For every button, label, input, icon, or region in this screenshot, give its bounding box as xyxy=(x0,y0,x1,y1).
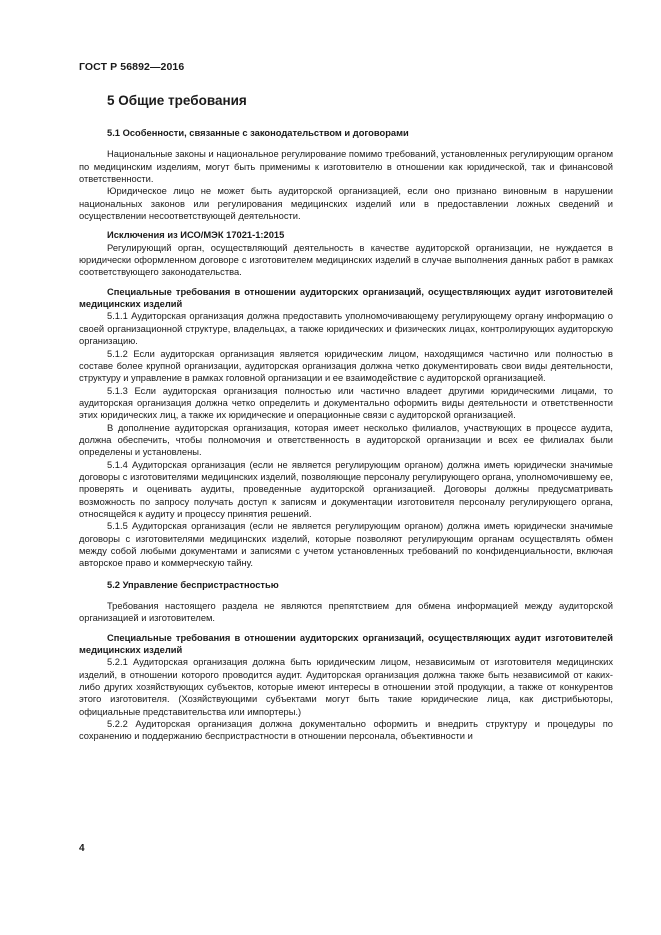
clause-5-1-3: 5.1.3 Если аудиторская организация полностью или частично владеет другими юридическими лицами, то аудиторская организация должна четко определить и документально оформить виды деятельности и ответственности этих юридических лиц, а также их юридические и операционные связи с аудиторской организацией. xyxy=(79,385,613,421)
page-number: 4 xyxy=(79,843,85,854)
special-requirements-heading: Специальные требования в отношении аудиторских организаций, осуществляющих аудит изготовителей медицинских изделий xyxy=(79,286,613,310)
paragraph: Регулирующий орган, осуществляющий деятельность в качестве аудиторской организации, не нуждается в юридически оформленном договоре с изготовителем медицинских изделий в случае выполнения данных работ в рамках соответствующего законодательства. xyxy=(79,242,613,278)
clause-5-1-2: 5.1.2 Если аудиторская организация является юридическим лицом, находящимся частично или полностью в составе более крупной организации, аудиторская организация должна четко документировать свои виды деятельности, структуру и управление в рамках головной организации и ее взаимодействие с аудиторской организацией. xyxy=(79,348,613,384)
paragraph: Требования настоящего раздела не являются препятствием для обмена информацией между аудиторской организацией и изготовителем. xyxy=(79,601,613,624)
subsection-title-5-2: 5.2 Управление беспристрастностью xyxy=(107,579,279,590)
standard-header: ГОСТ Р 56892—2016 xyxy=(79,61,185,73)
paragraph: Юридическое лицо не может быть аудиторской организацией, если оно признано виновным в нарушении национальных законов или регулирования медицинских изделий или в предоставлении ложных сведений и осуществлении несоответствующей деятельности. xyxy=(79,186,613,222)
exceptions-heading: Исключения из ИСО/МЭК 17021-1:2015 xyxy=(107,230,285,241)
clause-5-1-1: 5.1.1 Аудиторская организация должна предоставить уполномочивающему регулирующему органу информацию о своей организационной структуре, владельцах, а также юридических и физических лицах, контролирующих аудиторскую организацию. xyxy=(79,311,613,347)
clause-5-1-5: 5.1.5 Аудиторская организация (если не является регулирующим органом) должна иметь юридически значимые договоры с изготовителями медицинских изделий, которые позволяют регулирующим органам осуществлять обмен между собой любыми документами и записями с учетом установленных требований по конфиденциальности, включая авторское право и коммерческую тайну. xyxy=(79,521,613,569)
document-body xyxy=(79,127,613,743)
clause-5-2-2: 5.2.2 Аудиторская организация должна документально оформить и внедрить структуру и процедуры по сохранению и поддержанию беспристрастности в отношении персонала, объективности и xyxy=(79,719,613,742)
paragraph: В дополнение аудиторская организация, которая имеет несколько филиалов, участвующих в процессе аудита, должна обеспечить, чтобы полномочия и ответственность в аудиторской организации и всех ее филиалах были определены и установлены. xyxy=(79,422,613,458)
paragraph: Национальные законы и национальное регулирование помимо требований, установленных регулирующим органом по медицинским изделиям, могут быть применимы к изготовителю в отношении как юридической, так и финансовой ответственности. xyxy=(79,149,613,185)
section-title: 5 Общие требования xyxy=(107,93,247,108)
clause-5-1-4: 5.1.4 Аудиторская организация (если не является регулирующим органом) должна иметь юридически значимые договоры с изготовителями медицинских изделий, позволяющие персоналу регулирующего органа, уполномочившему ее, проверять и оценивать аудиты, проведенные аудиторской организацией. Договоры должны предусматривать возможность по запросу получать доступ к записям и документации изготовителя персоналу регулирующего органа, относящейся к аудиту и процессу принятия решений. xyxy=(79,459,613,519)
subsection-title-5-1: 5.1 Особенности, связанные с законодательством и договорами xyxy=(107,128,409,138)
special-requirements-heading: Специальные требования в отношении аудиторских организаций, осуществляющих аудит изготовителей медицинских изделий xyxy=(79,632,613,656)
clause-5-2-1: 5.2.1 Аудиторская организация должна быть юридическим лицом, независимым от изготовителя медицинских изделий, в отношении которого проводится аудит. Аудиторская организация должна также быть независимой от каких-либо других хозяйствующих субъектов, которые имеют интересы в отношении этой продукции, а также от конкурентов этого изготовителя. (Хозяйствующими субъектами могут быть такие юридические лица, как дистрибьюторы, официальные представительства или импортеры.) xyxy=(79,657,613,717)
